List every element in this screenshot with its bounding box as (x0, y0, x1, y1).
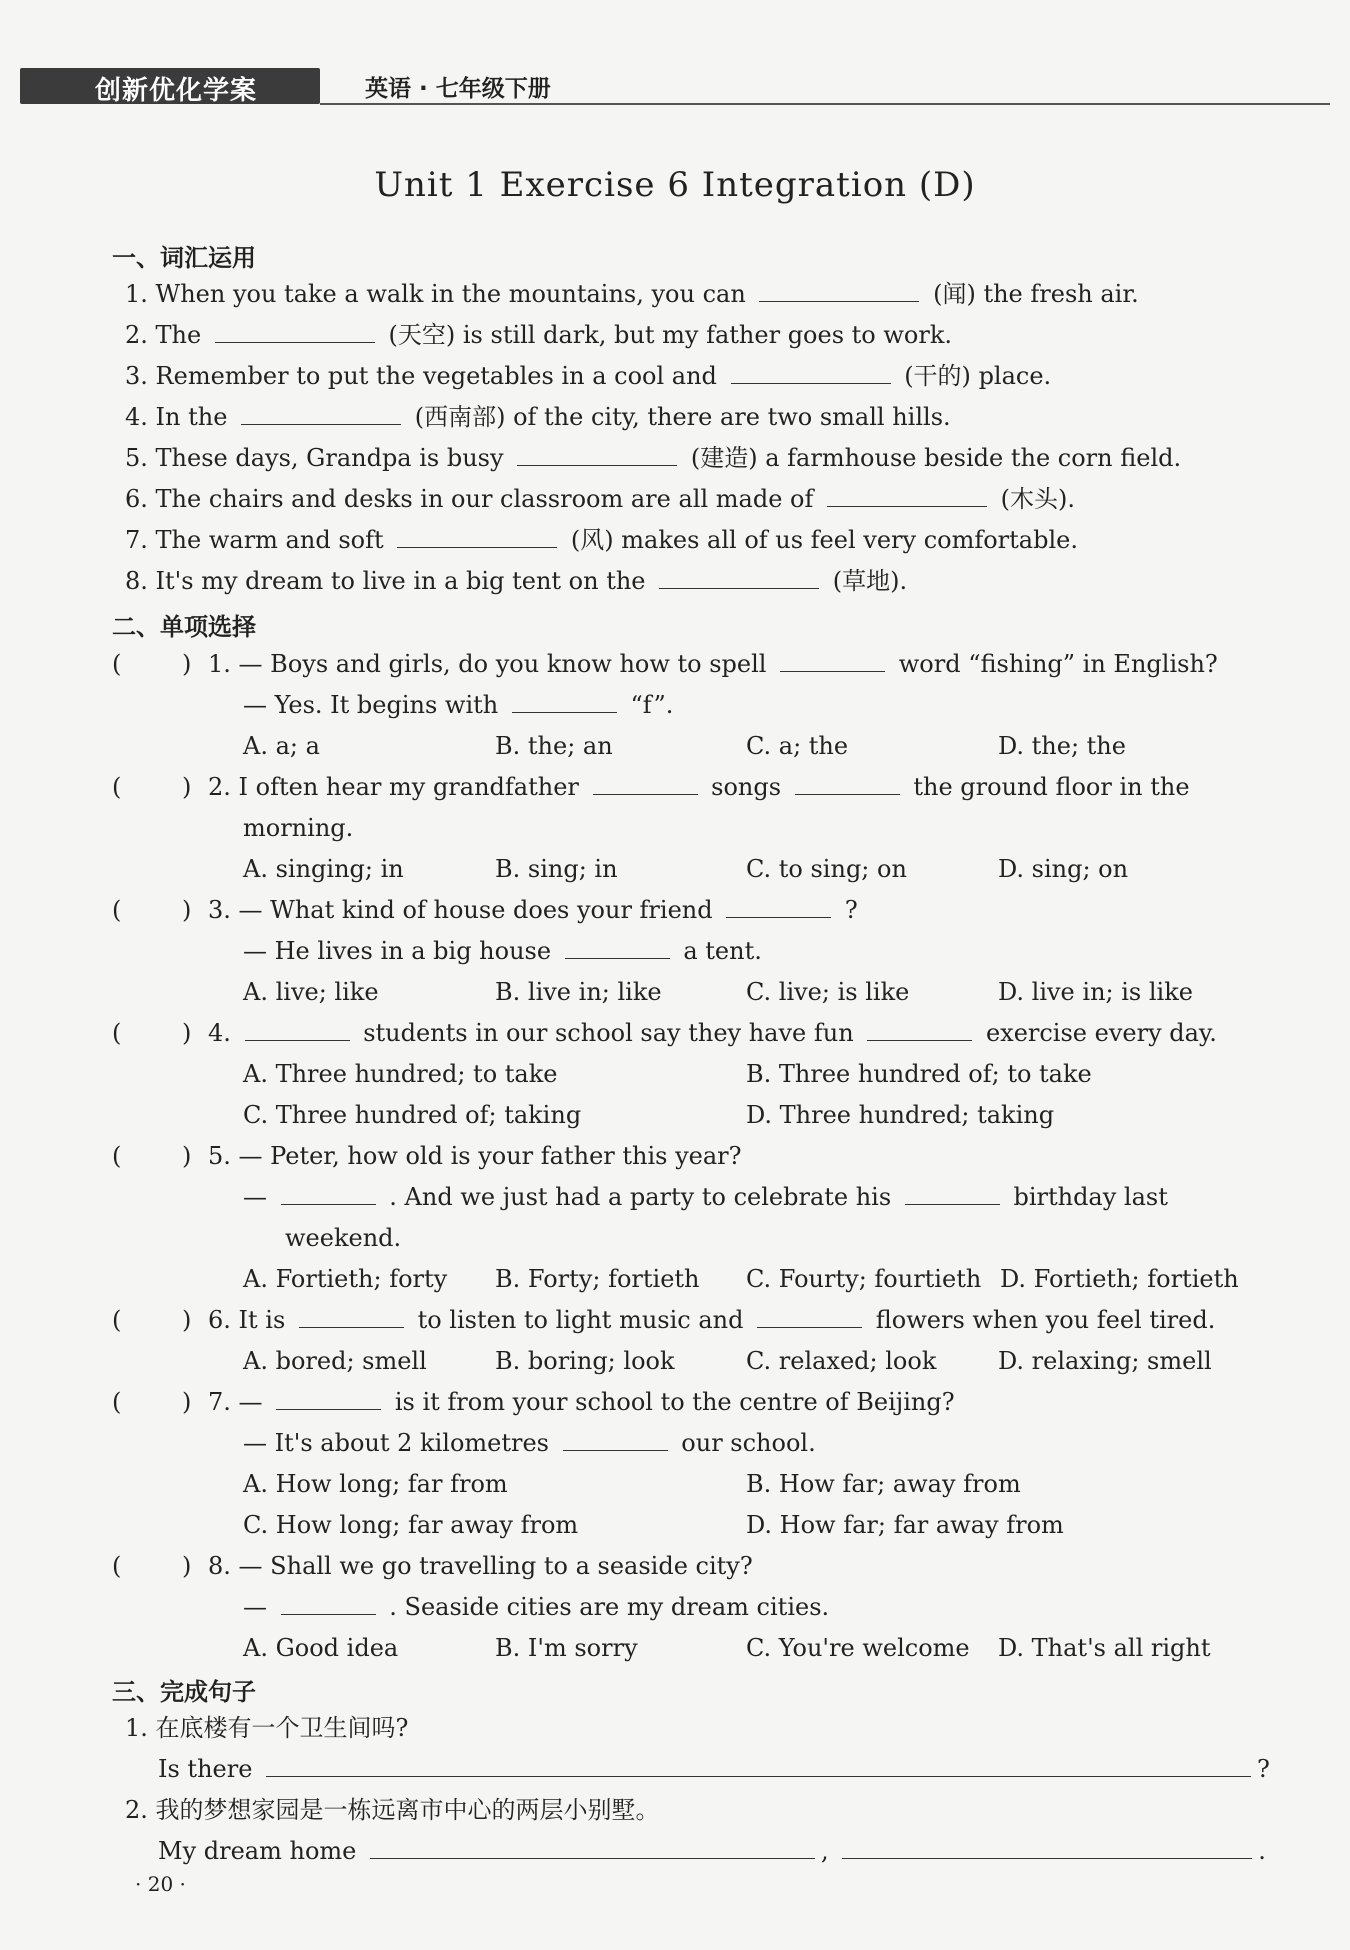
answer-paren-close[interactable]: ) (182, 650, 192, 678)
item-number: 1. (125, 1714, 148, 1742)
option-d[interactable]: D. That's all right (998, 1634, 1211, 1662)
item-text: is still dark, but my father goes to work. (462, 321, 953, 349)
answer-blank[interactable] (759, 281, 919, 302)
answer-paren-close[interactable]: ) (182, 773, 192, 801)
answer-blank[interactable] (780, 651, 885, 672)
hint: (闻) (933, 280, 976, 308)
option-a[interactable]: A. a; a (243, 732, 320, 760)
answer-paren-open: ( (112, 1388, 122, 1416)
punctuation: ? (1257, 1755, 1270, 1783)
hint: (干的) (904, 362, 971, 390)
option-a[interactable]: A. How long; far from (243, 1470, 508, 1498)
option-b[interactable]: B. Forty; fortieth (495, 1265, 700, 1293)
translate-1-answer (158, 1755, 1270, 1784)
option-c[interactable]: C. Fourty; fourtieth (746, 1265, 982, 1293)
answer-paren-open: ( (112, 773, 122, 801)
answer-blank[interactable] (281, 1184, 376, 1205)
section2-heading: 二、单项选择 (112, 613, 256, 641)
mcq-1-line2 (243, 691, 673, 720)
option-a[interactable]: A. Three hundred; to take (243, 1060, 558, 1088)
item-text: In the (155, 403, 228, 431)
question-text: — What kind of house does your friend (238, 896, 713, 924)
answer-line[interactable] (842, 1838, 1252, 1859)
answer-blank[interactable] (215, 322, 375, 343)
question-text: . And we just had a party to celebrate his (389, 1183, 892, 1211)
answer-blank[interactable] (517, 445, 677, 466)
answer-blank[interactable] (731, 363, 891, 384)
vocab-item-5 (125, 444, 1181, 473)
mcq-4-line1 (208, 1019, 1217, 1048)
option-c[interactable]: C. relaxed; look (746, 1347, 937, 1375)
answer-blank[interactable] (563, 1430, 668, 1451)
option-a[interactable]: A. Good idea (243, 1634, 399, 1662)
answer-blank[interactable] (827, 486, 987, 507)
item-number: 4. (125, 403, 148, 431)
answer-blank[interactable] (397, 527, 557, 548)
option-c[interactable]: C. How long; far away from (243, 1511, 579, 1539)
answer-blank[interactable] (757, 1307, 862, 1328)
answer-paren-open: ( (112, 1142, 122, 1170)
vocab-item-4 (125, 403, 951, 432)
item-text: It's my dream to live in a big tent on the (155, 567, 646, 595)
question-text: birthday last (1013, 1183, 1168, 1211)
item-number: 4. (208, 1019, 231, 1047)
vocab-item-8 (125, 567, 907, 596)
answer-paren-close[interactable]: ) (182, 1388, 192, 1416)
vocab-item-1 (125, 280, 1139, 309)
mcq-8-line2 (243, 1593, 829, 1622)
item-number: 8. (125, 567, 148, 595)
question-text: is it from your school to the centre of Beijing? (394, 1388, 955, 1416)
question-text: — Shall we go travelling to a seaside city? (238, 1552, 753, 1580)
item-text: makes all of us feel very comfortable. (621, 526, 1078, 554)
answer-line[interactable] (370, 1838, 815, 1859)
section3-heading: 三、完成句子 (112, 1678, 256, 1706)
sentence-start: My dream home (158, 1837, 357, 1865)
header-subject: 英语 · 七年级下册 (365, 76, 551, 102)
option-c[interactable]: C. a; the (746, 732, 849, 760)
mcq-8-line1 (208, 1552, 753, 1581)
item-number: 5. (125, 444, 148, 472)
question-text: “f”. (630, 691, 674, 719)
mcq-7-line2 (243, 1429, 816, 1458)
option-d[interactable]: D. relaxing; smell (998, 1347, 1212, 1375)
option-b[interactable]: B. How far; away from (746, 1470, 1021, 1498)
question-text: to listen to light music and (417, 1306, 744, 1334)
answer-blank[interactable] (726, 897, 831, 918)
translate-2-prompt (125, 1796, 660, 1825)
question-text: It is (238, 1306, 286, 1334)
question-text: — (243, 1183, 267, 1211)
mcq-2-line2: morning. (243, 814, 354, 842)
option-d[interactable]: D. How far; far away from (746, 1511, 1064, 1539)
vocab-item-6 (125, 485, 1075, 514)
answer-paren-open: ( (112, 1306, 122, 1334)
answer-blank[interactable] (245, 1020, 350, 1041)
option-b[interactable]: B. the; an (495, 732, 613, 760)
option-a[interactable]: A. Fortieth; forty (243, 1265, 448, 1293)
page-title: Unit 1 Exercise 6 Integration (D) (374, 165, 976, 205)
hint: (天空) (388, 321, 456, 349)
hint: (风) (570, 526, 614, 554)
option-c[interactable]: C. You're welcome (746, 1634, 970, 1662)
punctuation: , (821, 1837, 829, 1865)
option-a[interactable]: A. live; like (243, 978, 379, 1006)
page-number: · 20 · (135, 1872, 186, 1896)
item-number: 5. (208, 1142, 231, 1170)
question-text: — (238, 1388, 263, 1416)
answer-blank[interactable] (299, 1307, 404, 1328)
item-text: When you take a walk in the mountains, you can (155, 280, 746, 308)
item-text: place. (978, 362, 1052, 390)
item-number: 1. (125, 280, 148, 308)
answer-blank[interactable] (276, 1389, 381, 1410)
item-text: The (155, 321, 202, 349)
answer-paren-open: ( (112, 1552, 122, 1580)
option-c[interactable]: C. live; is like (746, 978, 910, 1006)
question-text: — (243, 1593, 267, 1621)
item-number: 8. (208, 1552, 231, 1580)
question-text: the ground floor in the (913, 773, 1190, 801)
hint: (草地). (832, 567, 908, 595)
item-text: a farmhouse beside the corn field. (765, 444, 1182, 472)
answer-paren-close[interactable]: ) (182, 1019, 192, 1047)
option-b[interactable]: B. sing; in (495, 855, 618, 883)
option-d[interactable]: D. Fortieth; fortieth (1000, 1265, 1239, 1293)
item-number: 1. (208, 650, 231, 678)
item-number: 3. (208, 896, 231, 924)
answer-blank[interactable] (795, 774, 900, 795)
item-number: 2. (125, 1796, 148, 1824)
option-c[interactable]: C. to sing; on (746, 855, 907, 883)
mcq-2-line1 (208, 773, 1190, 802)
vocab-item-2 (125, 321, 952, 350)
question-text: a tent. (683, 937, 762, 965)
answer-paren-close[interactable]: ) (182, 896, 192, 924)
header-rule (320, 103, 1330, 105)
item-number: 2. (208, 773, 231, 801)
question-text: students in our school say they have fun (363, 1019, 854, 1047)
question-text: — Boys and girls, do you know how to spell (238, 650, 767, 678)
option-d[interactable]: D. live in; is like (998, 978, 1193, 1006)
question-text: — It's about 2 kilometres (243, 1429, 549, 1457)
option-b[interactable]: B. Three hundred of; to take (746, 1060, 1092, 1088)
item-text: the fresh air. (983, 280, 1139, 308)
mcq-5-line3: weekend. (285, 1224, 402, 1252)
answer-blank[interactable] (905, 1184, 1000, 1205)
hint: (木头). (1000, 485, 1075, 513)
translate-2-answer (158, 1837, 1266, 1866)
answer-paren-close[interactable]: ) (182, 1552, 192, 1580)
answer-blank[interactable] (593, 774, 698, 795)
option-b[interactable]: B. live in; like (495, 978, 662, 1006)
option-a[interactable]: A. singing; in (243, 855, 404, 883)
mcq-5-line1 (208, 1142, 742, 1171)
item-number: 7. (125, 526, 148, 554)
mcq-3-line2 (243, 937, 762, 966)
answer-blank[interactable] (512, 692, 617, 713)
answer-blank[interactable] (281, 1594, 376, 1615)
option-b[interactable]: B. I'm sorry (495, 1634, 638, 1662)
chinese-sentence: 我的梦想家园是一栋远离市中心的两层小别墅。 (155, 1796, 660, 1824)
mcq-6-line1 (208, 1306, 1215, 1335)
option-a[interactable]: A. bored; smell (243, 1347, 427, 1375)
question-text: — Peter, how old is your father this year? (238, 1142, 742, 1170)
option-d[interactable]: D. sing; on (998, 855, 1129, 883)
answer-blank[interactable] (659, 568, 819, 589)
item-text: The warm and soft (155, 526, 384, 554)
question-text: — Yes. It begins with (243, 691, 499, 719)
answer-blank[interactable] (241, 404, 401, 425)
answer-paren-open: ( (112, 1019, 122, 1047)
item-text: of the city, there are two small hills. (513, 403, 951, 431)
mcq-7-line1 (208, 1388, 955, 1417)
answer-paren-close[interactable]: ) (182, 1306, 192, 1334)
punctuation: . (1258, 1837, 1266, 1865)
item-text: The chairs and desks in our classroom are all made of (155, 485, 814, 513)
vocab-item-7 (125, 526, 1078, 555)
mcq-1-line1 (208, 650, 1218, 679)
option-d[interactable]: D. the; the (998, 732, 1126, 760)
item-number: 6. (125, 485, 148, 513)
answer-blank[interactable] (565, 938, 670, 959)
option-b[interactable]: B. boring; look (495, 1347, 675, 1375)
item-text: These days, Grandpa is busy (155, 444, 504, 472)
sentence-start: Is there (158, 1755, 253, 1783)
question-text: songs (711, 773, 782, 801)
option-d[interactable]: D. Three hundred; taking (746, 1101, 1055, 1129)
answer-paren-open: ( (112, 896, 122, 924)
hint: (建造) (690, 444, 758, 472)
mcq-5-line2 (243, 1183, 1168, 1212)
question-text: I often hear my grandfather (238, 773, 579, 801)
question-text: word “fishing” in English? (898, 650, 1218, 678)
mcq-3-line1 (208, 896, 858, 925)
question-text: flowers when you feel tired. (875, 1306, 1216, 1334)
item-number: 2. (125, 321, 148, 349)
item-number: 3. (125, 362, 148, 390)
question-text: . Seaside cities are my dream cities. (389, 1593, 830, 1621)
answer-paren-open: ( (112, 650, 122, 678)
item-number: 6. (208, 1306, 231, 1334)
item-text: Remember to put the vegetables in a cool and (155, 362, 717, 390)
section1-heading: 一、词汇运用 (112, 244, 256, 272)
answer-blank[interactable] (867, 1020, 972, 1041)
answer-line[interactable] (266, 1756, 1251, 1777)
answer-paren-close[interactable]: ) (182, 1142, 192, 1170)
question-text: ? (844, 896, 858, 924)
option-c[interactable]: C. Three hundred of; taking (243, 1101, 582, 1129)
hint: (西南部) (414, 403, 506, 431)
question-text: exercise every day. (985, 1019, 1217, 1047)
translate-1-prompt (125, 1714, 408, 1743)
question-text: — He lives in a big house (243, 937, 552, 965)
header-brand: 创新优化学案 (95, 76, 258, 106)
question-text: our school. (681, 1429, 816, 1457)
vocab-item-3 (125, 362, 1051, 391)
item-number: 7. (208, 1388, 231, 1416)
chinese-sentence: 在底楼有一个卫生间吗? (155, 1714, 409, 1742)
